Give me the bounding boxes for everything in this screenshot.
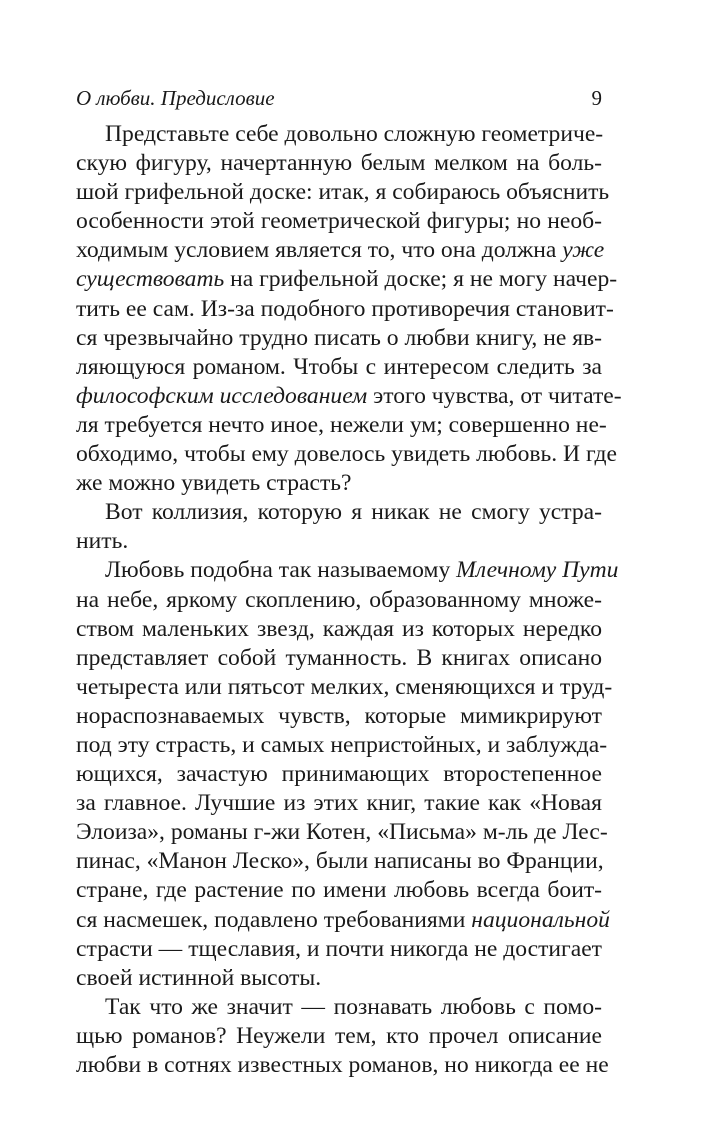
text-line — [76, 818, 608, 847]
text-segment: ляющуюся романом. Чтобы с интересом следить за — [76, 353, 602, 380]
text-segment: ся чрезвычайно трудно писать о любви книгу, не яв- — [76, 324, 603, 351]
text-line — [76, 498, 602, 527]
text-segment: Вот коллизия, которую я никак не смогу устра- — [105, 499, 602, 526]
italic-segment: национальной — [471, 906, 610, 933]
text-line — [76, 469, 602, 498]
text-segment: ходимым условием является то, что она должна — [76, 237, 563, 264]
chapter-title: О любви. Предисловие — [76, 86, 275, 110]
text-line — [76, 207, 602, 236]
text-line — [76, 236, 605, 265]
text-segment: любви в сотнях известных романов, но никогда ее не — [76, 1052, 609, 1078]
text-segment: особенности этой геометрической фигуры; но необ- — [76, 208, 602, 235]
text-segment: ством маленьких звезд, каждая из которых нередко — [76, 615, 602, 642]
italic-segment: Млечному Пути — [456, 557, 619, 584]
italic-segment: существовать — [76, 266, 225, 293]
text-line — [76, 673, 613, 702]
text-segment: ющихся, зачастую принимающих второстепенное — [76, 761, 602, 788]
text-segment: ся насмешек, подавлено требованиями — [76, 906, 472, 933]
text-segment: за главное. Лучшие из этих книг, такие как «Новая — [76, 790, 602, 817]
text-line — [76, 876, 602, 905]
text-segment: нить. — [76, 528, 129, 555]
text-line — [76, 644, 602, 673]
text-segment: Так что же значит — познавать любовь с помо- — [105, 993, 602, 1020]
text-line — [76, 760, 602, 789]
text-line — [76, 382, 622, 411]
text-segment: на небе, яркому скоплению, образованному множе- — [76, 586, 602, 613]
text-line — [76, 906, 610, 935]
text-line — [76, 1051, 609, 1080]
text-line — [76, 702, 602, 731]
text-line — [76, 527, 602, 556]
text-segment: щью романов? Неужели тем, кто прочел описание — [76, 1022, 602, 1049]
text-segment: ля требуется нечто иное, нежели ум; совершенно не- — [76, 411, 607, 438]
body-text — [76, 120, 622, 1080]
text-line — [76, 411, 607, 440]
text-line — [76, 556, 619, 585]
text-line — [76, 149, 602, 178]
text-line — [76, 789, 602, 818]
text-segment: представляет собой туманность. В книгах описано — [76, 644, 602, 671]
text-line — [76, 993, 602, 1022]
book-page — [76, 86, 622, 1080]
text-line — [76, 615, 602, 644]
text-segment: четыреста или пятьсот мелких, сменяющихся и труд- — [76, 673, 613, 700]
text-line — [76, 1022, 602, 1051]
text-line — [76, 120, 602, 149]
text-segment: под эту страсть, и самых непристойных, и заблужда- — [76, 731, 608, 758]
text-segment: страсти — тщеславия, и почти никогда не достигает — [76, 935, 602, 962]
text-line — [76, 586, 602, 615]
text-line — [76, 847, 602, 876]
text-line — [76, 964, 602, 993]
text-segment: скую фигуру, начертанную белым мелком на боль- — [76, 150, 602, 177]
text-segment: нораспознаваемых чувств, которые мимикрируют — [76, 702, 602, 729]
text-segment: этого чувства, от читате- — [367, 382, 622, 409]
text-segment: своей истинной высоты. — [76, 964, 322, 991]
text-segment: стране, где растение по имени любовь всегда боит- — [76, 877, 602, 904]
text-line — [76, 178, 610, 207]
page-number: 9 — [591, 86, 602, 110]
text-segment: же можно увидеть страсть? — [76, 470, 352, 497]
text-line — [76, 295, 614, 324]
text-segment: шой грифельной доске: итак, я собираюсь объяснить — [76, 179, 610, 206]
text-line — [76, 324, 602, 353]
text-segment: Элоиза», романы г-жи Котен, «Письма» м-ль де Лес- — [76, 819, 608, 846]
text-segment: обходимо, чтобы ему довелось увидеть любовь. И где — [76, 441, 617, 468]
running-head — [76, 86, 602, 116]
text-segment: Представьте себе довольно сложную геометриче- — [105, 121, 604, 147]
text-line — [76, 265, 618, 294]
text-segment: Любовь подобна так называемому — [105, 557, 457, 584]
italic-segment: философским исследованием — [76, 382, 368, 409]
text-line — [76, 731, 608, 760]
text-line — [76, 935, 602, 964]
text-segment: пинас, «Манон Леско», были написаны во Франции, — [76, 848, 604, 875]
text-line — [76, 440, 617, 469]
text-segment: на грифельной доске; я не могу начер- — [224, 266, 618, 293]
italic-segment: уже — [562, 237, 605, 264]
text-segment: тить ее сам. Из-за подобного противоречия становит- — [76, 295, 614, 322]
text-line — [76, 353, 602, 382]
